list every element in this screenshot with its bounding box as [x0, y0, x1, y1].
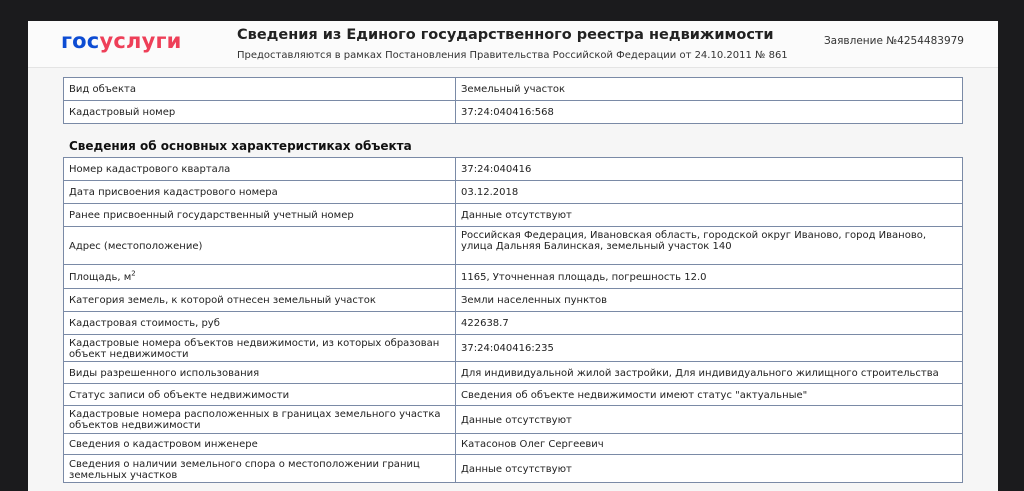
row-value: Земли населенных пунктов [456, 289, 963, 312]
row-value: Сведения об объекте недвижимости имеют статус "актуальные" [456, 384, 963, 406]
row-value: 1165, Уточненная площадь, погрешность 12.0 [456, 265, 963, 289]
document-subtitle: Предоставляются в рамках Постановления Правительства Российской Федерации от 24.10.2011 № 861 [237, 50, 788, 61]
table-row [64, 227, 963, 265]
row-label [64, 265, 456, 289]
table-row [64, 455, 963, 483]
logo-part-uslugi: услуги [99, 29, 182, 53]
object-type-table [63, 77, 963, 124]
row-label: Номер кадастрового квартала [64, 158, 456, 181]
row-label: Вид объекта [64, 78, 456, 101]
document-title: Сведения из Единого государственного реестра недвижимости [237, 27, 774, 43]
row-value: Катасонов Олег Сергеевич [456, 434, 963, 455]
row-label: Виды разрешенного использования [64, 362, 456, 384]
row-value: 37:24:040416 [456, 158, 963, 181]
row-value: Данные отсутствуют [456, 204, 963, 227]
row-label: Дата присвоения кадастрового номера [64, 181, 456, 204]
section-title: Сведения об основных характеристиках объекта [69, 139, 412, 153]
gosuslugi-logo[interactable] [61, 29, 182, 53]
row-value: Российская Федерация, Ивановская область, городской округ Иваново, город Иваново, улица Дальняя Балинская, земельный участок 140 [456, 227, 963, 265]
row-label: Сведения о наличии земельного спора о местоположении границ земельных участков [64, 455, 456, 483]
row-value: Для индивидуальной жилой застройки, Для индивидуального жилищного строительства [456, 362, 963, 384]
table-row [64, 312, 963, 335]
row-value: 03.12.2018 [456, 181, 963, 204]
table-row [64, 289, 963, 312]
row-label-superscript: 2 [131, 269, 136, 278]
row-value: Земельный участок [456, 78, 963, 101]
row-label: Кадастровый номер [64, 101, 456, 124]
row-value: 422638.7 [456, 312, 963, 335]
row-label: Кадастровые номера расположенных в границах земельного участка объектов недвижимости [64, 406, 456, 434]
table-row [64, 101, 963, 124]
table-row [64, 265, 963, 289]
table-row [64, 158, 963, 181]
row-label-text: Площадь, м [69, 271, 132, 283]
row-label: Адрес (местоположение) [64, 227, 456, 265]
application-number: Заявление №4254483979 [823, 35, 964, 47]
logo-part-gos: гос [61, 29, 100, 53]
document-page [28, 21, 998, 491]
row-label: Кадастровая стоимость, руб [64, 312, 456, 335]
row-label: Ранее присвоенный государственный учетный номер [64, 204, 456, 227]
row-value: 37:24:040416:568 [456, 101, 963, 124]
row-value: Данные отсутствуют [456, 455, 963, 483]
document-header [28, 21, 998, 68]
row-label: Категория земель, к которой отнесен земельный участок [64, 289, 456, 312]
characteristics-table [63, 157, 963, 483]
table-row [64, 384, 963, 406]
row-label: Кадастровые номера объектов недвижимости, из которых образован объект недвижимости [64, 335, 456, 362]
row-label: Статус записи об объекте недвижимости [64, 384, 456, 406]
table-row [64, 335, 963, 362]
table-row [64, 406, 963, 434]
table-row [64, 78, 963, 101]
row-value: Данные отсутствуют [456, 406, 963, 434]
row-label: Сведения о кадастровом инженере [64, 434, 456, 455]
table-row [64, 434, 963, 455]
row-value: 37:24:040416:235 [456, 335, 963, 362]
table-row [64, 362, 963, 384]
table-row [64, 204, 963, 227]
table-row [64, 181, 963, 204]
